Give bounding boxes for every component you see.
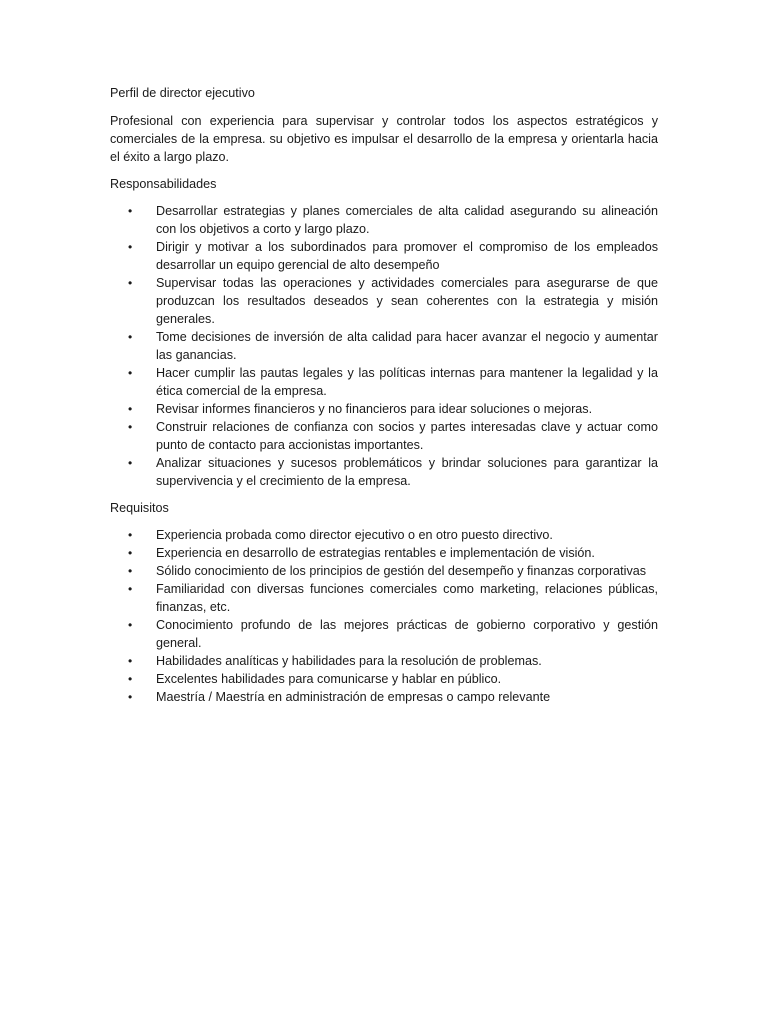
list-item-text: Hacer cumplir las pautas legales y las políticas internas para mantener la legalidad y la ética comercial de la empresa. (156, 366, 658, 398)
list-item (110, 670, 658, 688)
bullet-icon: • (128, 690, 133, 704)
document-page (110, 84, 658, 714)
list-item-text: Dirigir y motivar a los subordinados para promover el compromiso de los empleados desarrollar un equipo gerencial de alto desempeño (156, 240, 658, 272)
bullet-icon: • (128, 420, 133, 434)
list-item-text: Habilidades analíticas y habilidades para la resolución de problemas. (156, 654, 542, 668)
list-item (110, 688, 658, 706)
bullet-icon: • (128, 582, 133, 596)
list-item (110, 544, 658, 562)
requirements-heading: Requisitos (110, 501, 169, 515)
list-item (110, 526, 658, 544)
bullet-icon: • (128, 546, 133, 560)
bullet-icon: • (128, 672, 133, 686)
list-item (110, 454, 658, 490)
list-item (110, 652, 658, 670)
list-item-text: Supervisar todas las operaciones y actividades comerciales para asegurarse de que produzcan los resultados deseados y sean coherentes con la estrategia y misión generales. (156, 276, 658, 326)
document-title: Perfil de director ejecutivo (110, 86, 255, 100)
list-item (110, 400, 658, 418)
list-item-text: Experiencia probada como director ejecutivo o en otro puesto directivo. (156, 528, 553, 542)
responsibilities-list (110, 202, 658, 490)
list-item-text: Construir relaciones de confianza con socios y partes interesadas clave y actuar como punto de contacto para accionistas importantes. (156, 420, 658, 452)
list-item (110, 418, 658, 454)
list-item-text: Experiencia en desarrollo de estrategias rentables e implementación de visión. (156, 546, 595, 560)
responsibilities-heading: Responsabilidades (110, 177, 217, 191)
bullet-icon: • (128, 204, 133, 218)
list-item-text: Excelentes habilidades para comunicarse y hablar en público. (156, 672, 502, 686)
bullet-icon: • (128, 654, 133, 668)
bullet-icon: • (128, 528, 133, 542)
list-item-text: Revisar informes financieros y no financieros para idear soluciones o mejoras. (156, 402, 593, 416)
list-item-text: Tome decisiones de inversión de alta calidad para hacer avanzar el negocio y aumentar las ganancias. (156, 330, 658, 362)
list-item-text: Conocimiento profundo de las mejores prácticas de gobierno corporativo y gestión general. (156, 618, 658, 650)
list-item-text: Familiaridad con diversas funciones comerciales como marketing, relaciones públicas, finanzas, etc. (156, 582, 658, 614)
list-item (110, 328, 658, 364)
bullet-icon: • (128, 564, 133, 578)
list-item-text: Desarrollar estrategias y planes comerciales de alta calidad asegurando su alineación con los objetivos a corto y largo plazo. (156, 204, 658, 236)
list-item (110, 616, 658, 652)
list-item (110, 202, 658, 238)
bullet-icon: • (128, 402, 133, 416)
requirements-list (110, 526, 658, 706)
list-item (110, 364, 658, 400)
list-item-text: Sólido conocimiento de los principios de gestión del desempeño y finanzas corporativas (156, 564, 647, 578)
bullet-icon: • (128, 330, 133, 344)
list-item (110, 238, 658, 274)
list-item-text: Analizar situaciones y sucesos problemáticos y brindar soluciones para garantizar la supervivencia y el crecimiento de la empresa. (156, 456, 658, 488)
list-item (110, 562, 658, 580)
list-item (110, 274, 658, 328)
bullet-icon: • (128, 276, 133, 290)
list-item (110, 580, 658, 616)
bullet-icon: • (128, 618, 133, 632)
bullet-icon: • (128, 240, 133, 254)
bullet-icon: • (128, 456, 133, 470)
list-item-text: Maestría / Maestría en administración de empresas o campo relevante (156, 690, 551, 704)
intro-paragraph: Profesional con experiencia para supervisar y controlar todos los aspectos estratégicos y comerciales de la empresa. su objetivo es impulsar el desarrollo de la empresa y orientarla hacia el éxito a largo plazo. (110, 114, 658, 164)
bullet-icon: • (128, 366, 133, 380)
